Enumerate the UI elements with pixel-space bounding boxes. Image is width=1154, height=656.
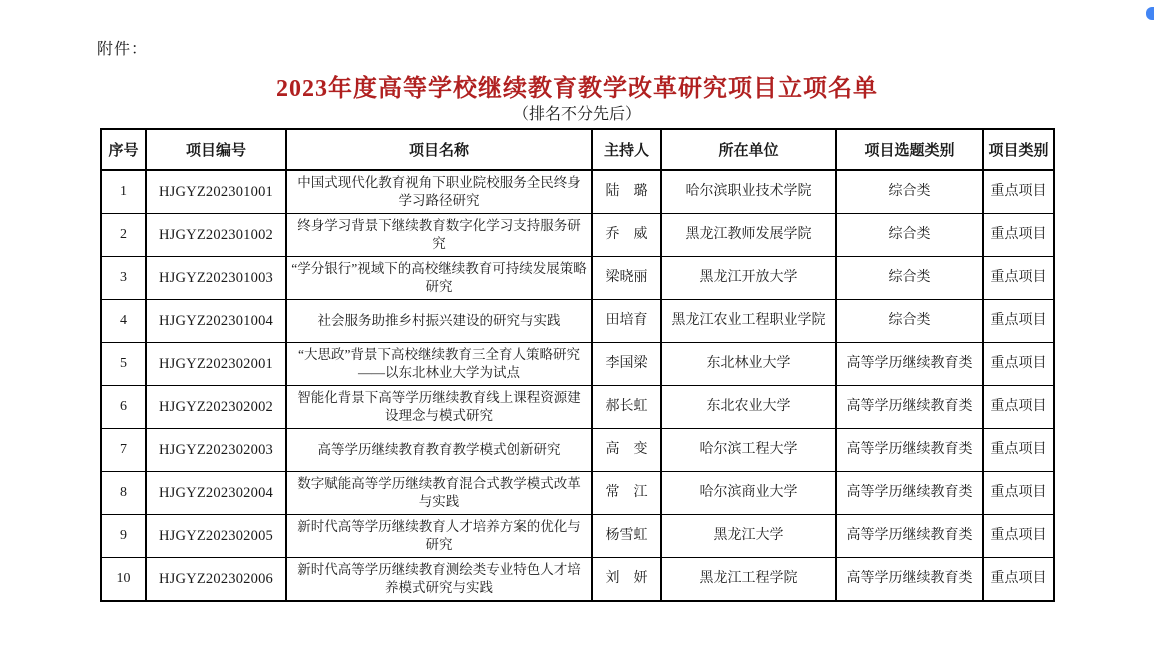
table-row <box>101 386 1054 429</box>
cell-topic-category: 高等学历继续教育类 <box>836 558 983 602</box>
cell-leader: 刘 妍 <box>592 558 661 602</box>
cell-project-name: 数字赋能高等学历继续教育混合式教学模式改革与实践 <box>286 472 592 515</box>
cell-project-type: 重点项目 <box>983 558 1054 602</box>
cell-index: 6 <box>101 386 146 429</box>
cell-project-code: HJGYZ202302005 <box>146 515 286 558</box>
cell-index: 2 <box>101 214 146 257</box>
table-header-row <box>101 129 1054 170</box>
attachment-label: 附件： <box>97 41 149 58</box>
cell-index: 1 <box>101 170 146 214</box>
cell-project-type: 重点项目 <box>983 300 1054 343</box>
cell-institution: 东北林业大学 <box>661 343 836 386</box>
cell-topic-category: 高等学历继续教育类 <box>836 515 983 558</box>
cell-project-name: 高等学历继续教育教育教学模式创新研究 <box>286 429 592 472</box>
cell-project-code: HJGYZ202302006 <box>146 558 286 602</box>
cell-project-name: 新时代高等学历继续教育人才培养方案的优化与研究 <box>286 515 592 558</box>
cell-leader: 高 变 <box>592 429 661 472</box>
cell-index: 4 <box>101 300 146 343</box>
header-name: 项目名称 <box>286 129 592 170</box>
cell-leader: 梁晓丽 <box>592 257 661 300</box>
cell-index: 5 <box>101 343 146 386</box>
header-index: 序号 <box>101 129 146 170</box>
header-topic: 项目选题类别 <box>836 129 983 170</box>
cell-leader: 杨雪虹 <box>592 515 661 558</box>
table-row <box>101 515 1054 558</box>
cell-project-code: HJGYZ202301004 <box>146 300 286 343</box>
table-row <box>101 558 1054 602</box>
cell-project-code: HJGYZ202302004 <box>146 472 286 515</box>
cell-project-name: “大思政”背景下高校继续教育三全育人策略研究——以东北林业大学为试点 <box>286 343 592 386</box>
cell-topic-category: 高等学历继续教育类 <box>836 472 983 515</box>
header-type: 项目类别 <box>983 129 1054 170</box>
cell-project-code: HJGYZ202302002 <box>146 386 286 429</box>
cell-institution: 东北农业大学 <box>661 386 836 429</box>
cell-project-name: 中国式现代化教育视角下职业院校服务全民终身学习路径研究 <box>286 170 592 214</box>
cell-leader: 陆 璐 <box>592 170 661 214</box>
cell-leader: 郝长虹 <box>592 386 661 429</box>
cell-institution: 黑龙江大学 <box>661 515 836 558</box>
table-row <box>101 472 1054 515</box>
cell-index: 3 <box>101 257 146 300</box>
cell-topic-category: 高等学历继续教育类 <box>836 343 983 386</box>
cell-project-type: 重点项目 <box>983 472 1054 515</box>
cell-project-name: “学分银行”视域下的高校继续教育可持续发展策略研究 <box>286 257 592 300</box>
cell-topic-category: 综合类 <box>836 257 983 300</box>
cell-project-code: HJGYZ202302001 <box>146 343 286 386</box>
cell-index: 9 <box>101 515 146 558</box>
document-title: 2023年度高等学校继续教育教学改革研究项目立项名单 <box>276 76 878 102</box>
cell-topic-category: 高等学历继续教育类 <box>836 386 983 429</box>
cell-project-type: 重点项目 <box>983 343 1054 386</box>
table-row <box>101 429 1054 472</box>
cell-leader: 李国梁 <box>592 343 661 386</box>
cell-leader: 常 江 <box>592 472 661 515</box>
cell-topic-category: 高等学历继续教育类 <box>836 429 983 472</box>
table-row <box>101 343 1054 386</box>
cell-project-name: 社会服务助推乡村振兴建设的研究与实践 <box>286 300 592 343</box>
cell-index: 7 <box>101 429 146 472</box>
cell-leader: 乔 威 <box>592 214 661 257</box>
cell-project-name: 智能化背景下高等学历继续教育线上课程资源建设理念与模式研究 <box>286 386 592 429</box>
cell-project-type: 重点项目 <box>983 515 1054 558</box>
header-code: 项目编号 <box>146 129 286 170</box>
cell-project-type: 重点项目 <box>983 386 1054 429</box>
cell-institution: 黑龙江教师发展学院 <box>661 214 836 257</box>
cell-project-code: HJGYZ202302003 <box>146 429 286 472</box>
cell-topic-category: 综合类 <box>836 214 983 257</box>
cell-project-name: 终身学习背景下继续教育数字化学习支持服务研究 <box>286 214 592 257</box>
document-subtitle: （排名不分先后） <box>512 106 641 123</box>
cell-project-type: 重点项目 <box>983 257 1054 300</box>
comment-marker-icon[interactable] <box>1146 7 1154 20</box>
cell-topic-category: 综合类 <box>836 300 983 343</box>
cell-institution: 哈尔滨商业大学 <box>661 472 836 515</box>
table-body <box>101 170 1054 601</box>
table-row <box>101 300 1054 343</box>
cell-topic-category: 综合类 <box>836 170 983 214</box>
cell-project-name: 新时代高等学历继续教育测绘类专业特色人才培养模式研究与实践 <box>286 558 592 602</box>
cell-institution: 哈尔滨工程大学 <box>661 429 836 472</box>
project-table <box>100 128 1055 602</box>
cell-index: 10 <box>101 558 146 602</box>
table-row <box>101 170 1054 214</box>
header-leader: 主持人 <box>592 129 661 170</box>
cell-institution: 哈尔滨职业技术学院 <box>661 170 836 214</box>
cell-institution: 黑龙江农业工程职业学院 <box>661 300 836 343</box>
cell-institution: 黑龙江开放大学 <box>661 257 836 300</box>
cell-project-code: HJGYZ202301002 <box>146 214 286 257</box>
cell-project-type: 重点项目 <box>983 170 1054 214</box>
cell-project-code: HJGYZ202301001 <box>146 170 286 214</box>
cell-institution: 黑龙江工程学院 <box>661 558 836 602</box>
cell-project-type: 重点项目 <box>983 214 1054 257</box>
table-row <box>101 257 1054 300</box>
cell-project-type: 重点项目 <box>983 429 1054 472</box>
cell-index: 8 <box>101 472 146 515</box>
table-row <box>101 214 1054 257</box>
header-org: 所在单位 <box>661 129 836 170</box>
cell-leader: 田培育 <box>592 300 661 343</box>
cell-project-code: HJGYZ202301003 <box>146 257 286 300</box>
